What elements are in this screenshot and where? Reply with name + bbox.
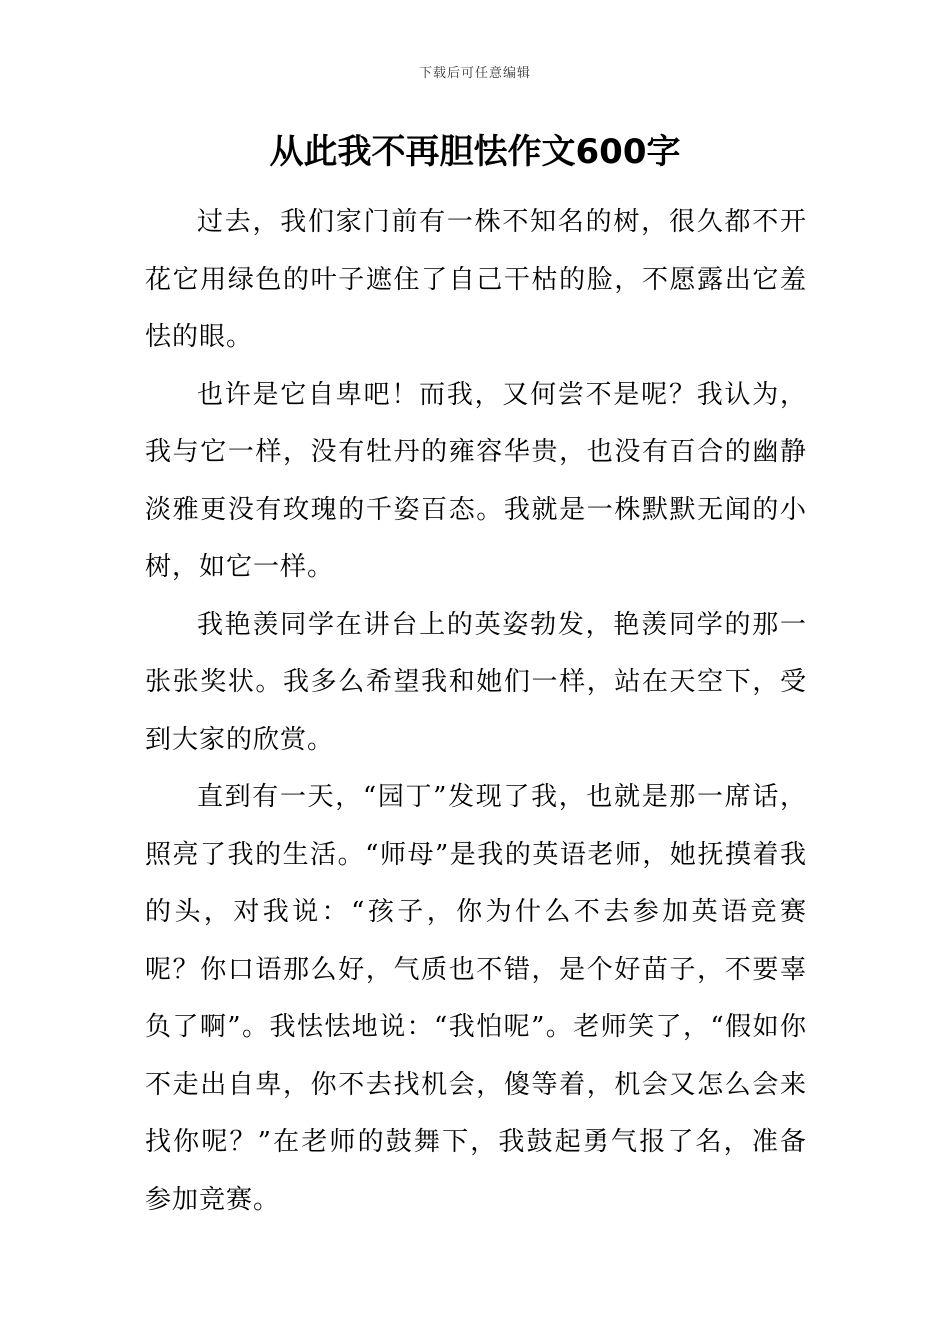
paragraph-2: 也许是它自卑吧！而我，又何尝不是呢？我认为，我与它一样，没有牡丹的雍容华贵，也没有百合的幽静淡雅更没有玫瑰的千姿百态。我就是一株默默无闻的小树，如它一样。 [145,379,807,582]
header-note: 下载后可任意编辑 [418,66,531,81]
paragraph-3: 我艳羡同学在讲台上的英姿勃发，艳羡同学的那一张张奖状。我多么希望我和她们一样，站在天空下，受到大家的欣赏。 [145,609,807,755]
paragraph-4: 直到有一天，“园丁”发现了我，也就是那一席话，照亮了我的生活。“师母”是我的英语老师，她抚摸着我的头，对我说：“孩子，你为什么不去参加英语竞赛呢？你口语那么好，气质也不错，是个好苗子，不要辜负了啊”。我怯怯地说：“我怕呢”。老师笑了，“假如你不走出自卑，你不去找机会，傻等着，机会又怎么会来找你呢？”在老师的鼓舞下，我鼓起勇气报了名，准备参加竞赛。 [145,782,807,1215]
document-title: 从此我不再胆怯作文600字 [269,132,681,172]
document-body [145,194,807,1229]
paragraph-1: 过去，我们家门前有一株不知名的树，很久都不开花它用绿色的叶子遮住了自己干枯的脸，不愿露出它羞怯的眼。 [145,207,807,352]
